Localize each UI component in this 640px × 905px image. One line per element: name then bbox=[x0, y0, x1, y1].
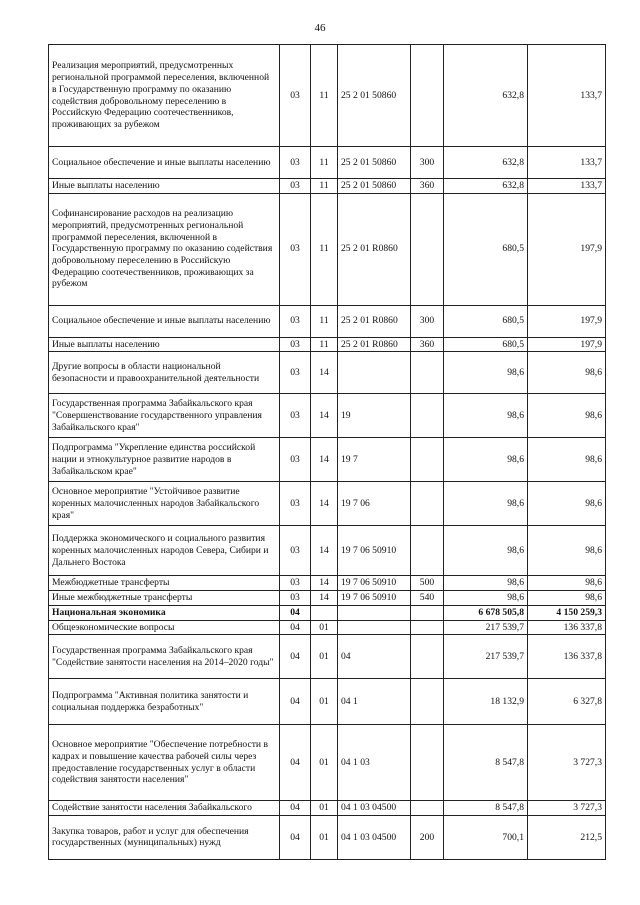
row-expense-type: 500 bbox=[411, 576, 444, 591]
row-expense-type bbox=[411, 635, 444, 679]
row-expense-type: 300 bbox=[411, 147, 444, 179]
table-row bbox=[49, 620, 606, 635]
table-row bbox=[49, 576, 606, 591]
row-amount-plan: 680,5 bbox=[444, 337, 528, 352]
table-row bbox=[49, 815, 606, 859]
table-row bbox=[49, 193, 606, 305]
row-name: Реализация мероприятий, предусмотренных региональной программой переселения, включенной в Государственную программу по оказанию содействия добровольному переселению в Российскую Федерацию соотечественников, проживающих за рубежом bbox=[49, 45, 280, 147]
row-amount-plan: 98,6 bbox=[444, 576, 528, 591]
row-expense-type bbox=[411, 620, 444, 635]
row-expense-type bbox=[411, 352, 444, 394]
row-section: 03 bbox=[280, 193, 311, 305]
row-subsection: 01 bbox=[311, 620, 338, 635]
row-name: Содействие занятости населения Забайкальского bbox=[49, 801, 280, 816]
row-amount-actual: 136 337,8 bbox=[528, 635, 606, 679]
row-expense-type bbox=[411, 45, 444, 147]
row-name: Межбюджетные трансферты bbox=[49, 576, 280, 591]
row-amount-plan: 632,8 bbox=[444, 147, 528, 179]
row-target-article: 25 2 01 50860 bbox=[338, 45, 411, 147]
row-subsection: 14 bbox=[311, 394, 338, 438]
table-row bbox=[49, 679, 606, 725]
row-target-article: 25 2 01 50860 bbox=[338, 147, 411, 179]
row-target-article: 19 7 bbox=[338, 438, 411, 482]
row-expense-type bbox=[411, 725, 444, 801]
row-subsection: 11 bbox=[311, 305, 338, 337]
row-section: 03 bbox=[280, 305, 311, 337]
row-amount-actual: 212,5 bbox=[528, 815, 606, 859]
row-amount-actual: 6 327,8 bbox=[528, 679, 606, 725]
table-row bbox=[49, 438, 606, 482]
row-amount-plan: 8 547,8 bbox=[444, 801, 528, 816]
row-subsection: 14 bbox=[311, 576, 338, 591]
row-subsection: 01 bbox=[311, 801, 338, 816]
row-section: 04 bbox=[280, 620, 311, 635]
row-amount-actual: 98,6 bbox=[528, 438, 606, 482]
row-amount-actual: 98,6 bbox=[528, 526, 606, 576]
row-expense-type bbox=[411, 193, 444, 305]
row-expense-type bbox=[411, 482, 444, 526]
row-amount-plan: 632,8 bbox=[444, 45, 528, 147]
row-name: Поддержка экономического и социального развития коренных малочисленных народов Севера, Сибири и Дальнего Востока bbox=[49, 526, 280, 576]
row-subsection: 14 bbox=[311, 438, 338, 482]
row-expense-type bbox=[411, 605, 444, 620]
row-subsection: 01 bbox=[311, 815, 338, 859]
row-section: 03 bbox=[280, 576, 311, 591]
table-row bbox=[49, 352, 606, 394]
row-target-article: 04 1 03 bbox=[338, 725, 411, 801]
table-row bbox=[49, 526, 606, 576]
row-section: 04 bbox=[280, 725, 311, 801]
row-amount-plan: 680,5 bbox=[444, 193, 528, 305]
row-name: Подпрограмма "Укрепление единства российской нации и этнокультурное развитие народов в Забайкальском крае" bbox=[49, 438, 280, 482]
row-amount-actual: 197,9 bbox=[528, 337, 606, 352]
row-target-article bbox=[338, 352, 411, 394]
row-subsection: 11 bbox=[311, 193, 338, 305]
table-row bbox=[49, 801, 606, 816]
row-amount-plan: 700,1 bbox=[444, 815, 528, 859]
row-subsection: 01 bbox=[311, 679, 338, 725]
row-amount-plan: 217 539,7 bbox=[444, 635, 528, 679]
row-amount-actual: 197,9 bbox=[528, 305, 606, 337]
row-target-article: 25 2 01 R0860 bbox=[338, 193, 411, 305]
row-target-article: 19 7 06 50910 bbox=[338, 576, 411, 591]
row-amount-actual: 133,7 bbox=[528, 45, 606, 147]
row-target-article: 25 2 01 R0860 bbox=[338, 305, 411, 337]
row-subsection: 11 bbox=[311, 179, 338, 194]
table-row bbox=[49, 337, 606, 352]
row-amount-plan: 98,6 bbox=[444, 482, 528, 526]
row-section: 03 bbox=[280, 526, 311, 576]
row-amount-actual: 133,7 bbox=[528, 147, 606, 179]
row-amount-plan: 8 547,8 bbox=[444, 725, 528, 801]
row-amount-actual: 98,6 bbox=[528, 352, 606, 394]
row-section: 03 bbox=[280, 352, 311, 394]
row-amount-actual: 3 727,3 bbox=[528, 725, 606, 801]
row-name: Государственная программа Забайкальского края "Содействие занятости населения на 2014–2020 годы" bbox=[49, 635, 280, 679]
row-name: Иные выплаты населению bbox=[49, 179, 280, 194]
row-subsection: 14 bbox=[311, 352, 338, 394]
row-amount-plan: 18 132,9 bbox=[444, 679, 528, 725]
table-row bbox=[49, 305, 606, 337]
row-name: Софинансирование расходов на реализацию мероприятий, предусмотренных региональной программой переселения, включенной в Государственную программу по оказанию содействия добровольному переселению в Российскую Федерацию соотечественников, проживающих за рубежом bbox=[49, 193, 280, 305]
table-row bbox=[49, 179, 606, 194]
row-amount-plan: 98,6 bbox=[444, 591, 528, 606]
row-amount-actual: 3 727,3 bbox=[528, 801, 606, 816]
row-target-article: 19 7 06 bbox=[338, 482, 411, 526]
row-section: 03 bbox=[280, 337, 311, 352]
row-section: 04 bbox=[280, 605, 311, 620]
row-target-article: 25 2 01 R0860 bbox=[338, 337, 411, 352]
row-expense-type: 540 bbox=[411, 591, 444, 606]
row-expense-type bbox=[411, 394, 444, 438]
row-amount-actual: 197,9 bbox=[528, 193, 606, 305]
row-amount-plan: 98,6 bbox=[444, 352, 528, 394]
row-name: Социальное обеспечение и иные выплаты населению bbox=[49, 147, 280, 179]
row-target-article: 04 1 bbox=[338, 679, 411, 725]
table-row bbox=[49, 45, 606, 147]
row-section: 03 bbox=[280, 482, 311, 526]
row-target-article: 04 1 03 04500 bbox=[338, 815, 411, 859]
table-row bbox=[49, 147, 606, 179]
row-name: Закупка товаров, работ и услуг для обеспечения государственных (муниципальных) нужд bbox=[49, 815, 280, 859]
row-amount-actual: 98,6 bbox=[528, 591, 606, 606]
row-target-article: 04 1 03 04500 bbox=[338, 801, 411, 816]
row-section: 04 bbox=[280, 801, 311, 816]
page-number: 46 bbox=[314, 22, 326, 34]
row-target-article: 25 2 01 50860 bbox=[338, 179, 411, 194]
row-section: 04 bbox=[280, 815, 311, 859]
row-amount-plan: 98,6 bbox=[444, 438, 528, 482]
row-amount-plan: 98,6 bbox=[444, 394, 528, 438]
row-section: 03 bbox=[280, 179, 311, 194]
row-target-article: 19 7 06 50910 bbox=[338, 526, 411, 576]
row-name: Иные межбюджетные трансферты bbox=[49, 591, 280, 606]
row-section: 03 bbox=[280, 147, 311, 179]
row-section: 03 bbox=[280, 394, 311, 438]
row-expense-type: 360 bbox=[411, 179, 444, 194]
row-section: 03 bbox=[280, 591, 311, 606]
row-name: Другие вопросы в области национальной безопасности и правоохранительной деятельности bbox=[49, 352, 280, 394]
table-row bbox=[49, 482, 606, 526]
row-subsection: 11 bbox=[311, 147, 338, 179]
row-target-article bbox=[338, 620, 411, 635]
row-subsection: 11 bbox=[311, 337, 338, 352]
row-expense-type bbox=[411, 526, 444, 576]
row-name: Национальная экономика bbox=[49, 605, 280, 620]
row-name: Основное мероприятие "Устойчивое развитие коренных малочисленных народов Забайкальского края" bbox=[49, 482, 280, 526]
row-section: 03 bbox=[280, 438, 311, 482]
row-expense-type: 360 bbox=[411, 337, 444, 352]
row-amount-plan: 217 539,7 bbox=[444, 620, 528, 635]
row-amount-actual: 136 337,8 bbox=[528, 620, 606, 635]
row-subsection: 14 bbox=[311, 526, 338, 576]
row-name: Иные выплаты населению bbox=[49, 337, 280, 352]
row-subsection: 14 bbox=[311, 482, 338, 526]
table-row bbox=[49, 725, 606, 801]
row-amount-plan: 98,6 bbox=[444, 526, 528, 576]
row-section: 04 bbox=[280, 679, 311, 725]
row-subsection: 01 bbox=[311, 725, 338, 801]
row-section: 04 bbox=[280, 635, 311, 679]
row-subsection: 14 bbox=[311, 591, 338, 606]
table-row bbox=[49, 591, 606, 606]
row-name: Социальное обеспечение и иные выплаты населению bbox=[49, 305, 280, 337]
row-section: 03 bbox=[280, 45, 311, 147]
row-name: Основное мероприятие "Обеспечение потребности в кадрах и повышение качества рабочей силы через предоставление государственных услуг в области содействия занятости населения" bbox=[49, 725, 280, 801]
budget-table bbox=[48, 44, 606, 860]
row-name: Общеэкономические вопросы bbox=[49, 620, 280, 635]
row-subsection: 01 bbox=[311, 635, 338, 679]
row-expense-type bbox=[411, 438, 444, 482]
row-amount-actual: 98,6 bbox=[528, 576, 606, 591]
row-amount-plan: 680,5 bbox=[444, 305, 528, 337]
row-expense-type bbox=[411, 679, 444, 725]
row-expense-type: 200 bbox=[411, 815, 444, 859]
table-row bbox=[49, 605, 606, 620]
row-expense-type bbox=[411, 801, 444, 816]
table-row bbox=[49, 635, 606, 679]
row-subsection bbox=[311, 605, 338, 620]
row-target-article bbox=[338, 605, 411, 620]
row-name: Государственная программа Забайкальского края "Совершенствование государственного управления Забайкальского края" bbox=[49, 394, 280, 438]
row-name: Подпрограмма "Активная политика занятости и социальная поддержка безработных" bbox=[49, 679, 280, 725]
row-target-article: 19 7 06 50910 bbox=[338, 591, 411, 606]
row-target-article: 19 bbox=[338, 394, 411, 438]
row-expense-type: 300 bbox=[411, 305, 444, 337]
row-amount-plan: 6 678 505,8 bbox=[444, 605, 528, 620]
row-amount-plan: 632,8 bbox=[444, 179, 528, 194]
row-amount-actual: 98,6 bbox=[528, 394, 606, 438]
row-subsection: 11 bbox=[311, 45, 338, 147]
row-amount-actual: 133,7 bbox=[528, 179, 606, 194]
row-amount-actual: 98,6 bbox=[528, 482, 606, 526]
row-target-article: 04 bbox=[338, 635, 411, 679]
row-amount-actual: 4 150 259,3 bbox=[528, 605, 606, 620]
table-row bbox=[49, 394, 606, 438]
